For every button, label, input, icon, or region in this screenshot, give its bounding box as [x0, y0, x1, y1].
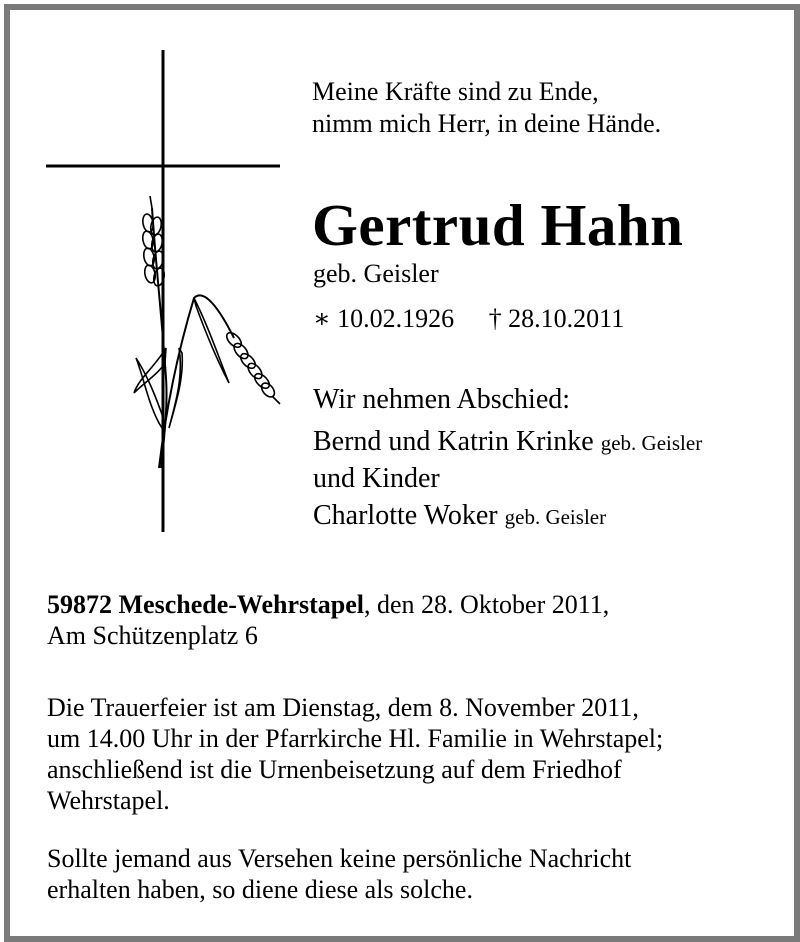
notice-text — [47, 843, 631, 905]
birth-name: geb. Geisler — [313, 259, 439, 288]
mourner-nee: geb. Geisler — [600, 431, 703, 455]
life-dates — [313, 303, 624, 335]
verse — [312, 76, 661, 140]
service-line: Wehrstapel. — [47, 786, 170, 815]
mourner-extra: und Kinder — [313, 463, 440, 494]
service-line: um 14.00 Uhr in der Pfarrkirche Hl. Familie in Wehrstapel; — [47, 724, 664, 753]
service-info — [47, 692, 663, 816]
letter-date: , den 28. Oktober 2011, — [364, 590, 610, 619]
mourner-list — [313, 424, 702, 535]
street: Am Schützenplatz 6 — [47, 621, 258, 650]
deceased-name: Gertrud Hahn — [312, 192, 684, 258]
birth-date: ∗ 10.02.1926 — [313, 304, 455, 333]
notice-line: erhalten haben, so diene diese als solche. — [47, 875, 473, 904]
notice-line: Sollte jemand aus Versehen keine persönliche Nachricht — [47, 844, 632, 873]
address-block — [47, 589, 609, 651]
verse-line: Meine Kräfte sind zu Ende, — [312, 77, 599, 106]
farewell-heading: Wir nehmen Abschied: — [313, 384, 571, 415]
place: 59872 Meschede-Wehrstapel — [47, 590, 365, 619]
cross-with-wheat-icon — [44, 48, 284, 536]
verse-line: nimm mich Herr, in deine Hände. — [312, 109, 662, 138]
mourner-names: Bernd und Katrin Krinke — [313, 426, 594, 457]
death-date: † 28.10.2011 — [488, 304, 625, 333]
mourner-entry — [313, 498, 702, 535]
mourner-names: Charlotte Woker — [313, 500, 498, 531]
service-line: anschließend ist die Urnenbeisetzung auf dem Friedhof — [47, 755, 622, 784]
service-line: Die Trauerfeier ist am Dienstag, dem 8. November 2011, — [47, 693, 639, 722]
mourner-nee: geb. Geisler — [504, 505, 607, 529]
mourner-entry — [313, 424, 702, 461]
place-date-line — [47, 589, 609, 620]
